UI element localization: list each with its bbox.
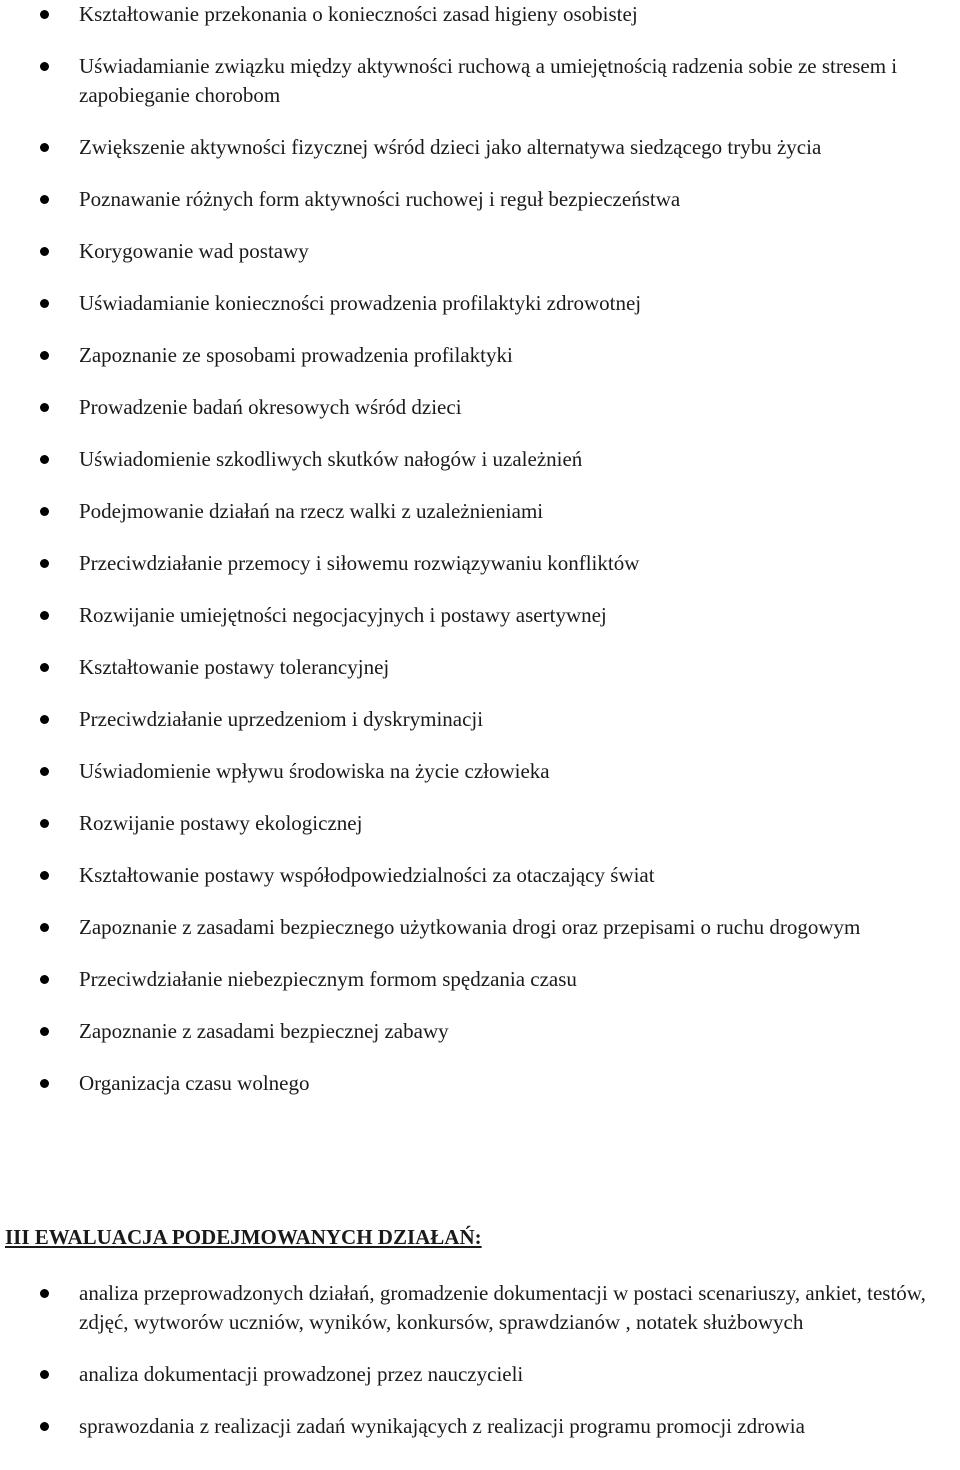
bullet-icon [40,455,49,464]
list-item-text: Przeciwdziałanie przemocy i siłowemu rozwiązywaniu konfliktów [79,551,640,575]
bullet-icon [40,1422,49,1431]
list-item [0,497,960,526]
list-item [0,289,960,318]
list-item-text: analiza dokumentacji prowadzonej przez nauczycieli [79,1362,524,1386]
list-item-text: Poznawanie różnych form aktywności ruchowej i reguł bezpieczeństwa [79,187,681,211]
bullet-icon [40,975,49,984]
bullet-icon [40,351,49,360]
list-item-text: Zapoznanie z zasadami bezpiecznego użytkowania drogi oraz przepisami o ruchu drogowym [79,915,861,939]
list-item-text: Podejmowanie działań na rzecz walki z uzależnieniami [79,499,544,523]
list-item [0,913,960,942]
list-item [0,1360,960,1389]
section-heading: III EWALUACJA PODEJMOWANYCH DZIAŁAŃ: [5,1225,482,1249]
list-item [0,1017,960,1046]
list-item-text: Prowadzenie badań okresowych wśród dzieci [79,395,462,419]
list-item-text: Uświadomienie szkodliwych skutków nałogów i uzależnień [79,447,583,471]
list-item [0,965,960,994]
list-item-text: analiza przeprowadzonych działań, gromadzenie dokumentacji w postaci scenariuszy, ankiet, testów, zdjęć, wytworów uczniów, wyników, konkursów, sprawdzianów , notatek służbowych [79,1281,926,1334]
list-item-text: Rozwijanie umiejętności negocjacyjnych i postawy asertywnej [79,603,607,627]
bullet-icon [40,1370,49,1379]
list-item-text: Rozwijanie postawy ekologicznej [79,811,363,835]
bullet-icon [40,715,49,724]
list-item-text: Uświadamianie związku między aktywności ruchową a umiejętnością radzenia sobie ze stresem i zapobieganie chorobom [79,54,898,107]
bullet-icon [40,62,49,71]
list-item [0,445,960,474]
list-item [0,185,960,214]
list-item [0,601,960,630]
list-item-text: Kształtowanie postawy tolerancyjnej [79,655,390,679]
bullet-icon [40,611,49,620]
list-item-text: sprawozdania z realizacji zadań wynikających z realizacji programu promocji zdrowia [79,1414,805,1438]
list-item [0,705,960,734]
bullet-icon [40,10,49,19]
bullet-icon [40,1027,49,1036]
list-item [0,861,960,890]
bullet-icon [40,1289,49,1298]
list-item-text: Kształtowanie przekonania o konieczności zasad higieny osobistej [79,2,638,26]
list-item [0,0,960,29]
list-item-text: Przeciwdziałanie uprzedzeniom i dyskryminacji [79,707,484,731]
evaluation-bullet-list [0,1279,960,1464]
bullet-icon [40,923,49,932]
list-item [0,1412,960,1441]
list-item-text: Organizacja czasu wolnego [79,1071,310,1095]
bullet-icon [40,663,49,672]
bullet-icon [40,819,49,828]
bullet-icon [40,559,49,568]
list-item [0,341,960,370]
bullet-icon [40,507,49,516]
bullet-icon [40,767,49,776]
bullet-icon [40,247,49,256]
list-item-text: Zapoznanie ze sposobami prowadzenia profilaktyki [79,343,513,367]
list-item [0,809,960,838]
list-item-text: Zwiększenie aktywności fizycznej wśród dzieci jako alternatywa siedzącego trybu życia [79,135,822,159]
list-item [0,549,960,578]
list-item-text: Przeciwdziałanie niebezpiecznym formom spędzania czasu [79,967,577,991]
list-item-text: Zapoznanie z zasadami bezpiecznej zabawy [79,1019,449,1043]
list-item-text: Kształtowanie postawy współodpowiedzialności za otaczający świat [79,863,655,887]
list-item-text: Korygowanie wad postawy [79,239,309,263]
list-item [0,1279,960,1337]
list-item [0,1069,960,1098]
list-item [0,133,960,162]
bullet-icon [40,403,49,412]
bullet-icon [40,143,49,152]
list-item-text: Uświadamianie konieczności prowadzenia profilaktyki zdrowotnej [79,291,642,315]
list-item [0,52,960,110]
bullet-icon [40,1079,49,1088]
list-item [0,757,960,786]
list-item [0,653,960,682]
list-item [0,393,960,422]
bullet-icon [40,299,49,308]
bullet-icon [40,871,49,880]
list-item [0,237,960,266]
bullet-icon [40,195,49,204]
list-item-text: Uświadomienie wpływu środowiska na życie człowieka [79,759,550,783]
